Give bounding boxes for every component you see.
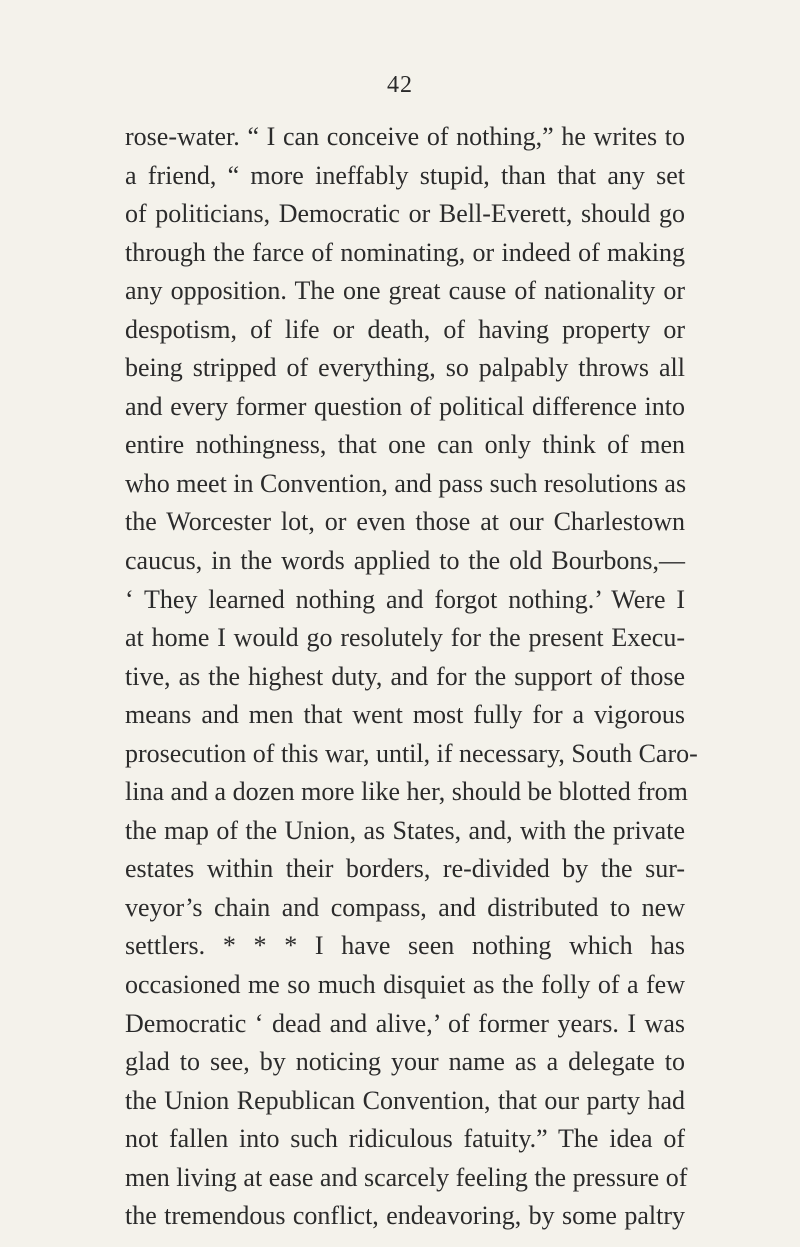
text-line: the Worcester lot, or even those at our Charlestown xyxy=(125,507,685,537)
text-line: veyor’s chain and compass, and distributed to new xyxy=(125,892,685,922)
text-line: who meet in Convention, and pass such resolutions as xyxy=(125,468,687,498)
text-line: being stripped of everything, so palpably throws all xyxy=(125,353,685,383)
text-line: Democratic ‘ dead and alive,’ of former years. I was xyxy=(125,1008,685,1038)
text-line: rose-water. “ I can conceive of nothing,” he writes to xyxy=(125,122,685,151)
text-line: despotism, of life or death, of having property or xyxy=(125,314,685,344)
text-line: lina and a dozen more like her, should be blotted from xyxy=(125,777,688,807)
text-line: estates within their borders, re-divided by the sur- xyxy=(125,854,685,884)
text-line: the Union Republican Convention, that our party had xyxy=(125,1085,685,1115)
text-line: a friend, “ more ineffably stupid, than that any set xyxy=(125,160,685,190)
text-line: and every former question of political difference into xyxy=(125,391,685,421)
text-line: through the farce of nominating, or indeed of making xyxy=(125,237,685,267)
text-line: tive, as the highest duty, and for the support of those xyxy=(125,661,685,691)
body-text xyxy=(125,118,698,1236)
text-line: the tremendous conflict, endeavoring, by some paltry xyxy=(125,1201,685,1231)
text-line: not fallen into such ridiculous fatuity.” The idea of xyxy=(125,1124,685,1154)
text-line: the map of the Union, as States, and, with the private xyxy=(125,815,685,845)
text-line: ‘ They learned nothing and forgot nothing.’ Were I xyxy=(125,584,685,614)
text-line: men living at ease and scarcely feeling the pressure of xyxy=(125,1162,688,1192)
text-line: any opposition. The one great cause of nationality or xyxy=(125,276,685,306)
text-line: of politicians, Democratic or Bell-Everett, should go xyxy=(125,199,685,229)
text-line: settlers. * * * I have seen nothing which has xyxy=(125,931,685,961)
text-line: caucus, in the words applied to the old Bourbons,— xyxy=(125,546,685,576)
text-line: prosecution of this war, until, if necessary, South Caro- xyxy=(125,738,698,768)
text-line: occasioned me so much disquiet as the folly of a few xyxy=(125,970,685,1000)
page-number: 42 xyxy=(387,72,413,98)
text-line: glad to see, by noticing your name as a delegate to xyxy=(125,1047,685,1077)
text-line: at home I would go resolutely for the present Execu- xyxy=(125,623,685,653)
text-line: means and men that went most fully for a vigorous xyxy=(125,700,685,730)
text-line: entire nothingness, that one can only think of men xyxy=(125,430,685,460)
